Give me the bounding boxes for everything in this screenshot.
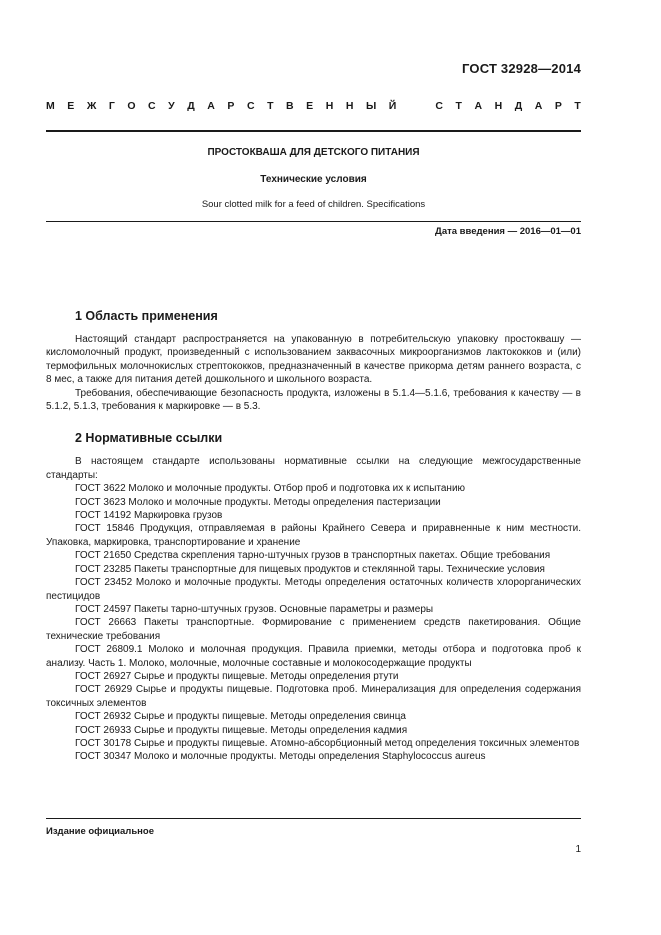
banner-letter: С bbox=[148, 100, 156, 112]
banner-letter: Р bbox=[227, 100, 235, 112]
banner-letter: А bbox=[474, 100, 483, 112]
reference-item: ГОСТ 26929 Сырье и продукты пищевые. Подготовка проб. Минерализация для определения содержания токсичных элементов bbox=[46, 684, 581, 709]
reference-item: ГОСТ 30347 Молоко и молочные продукты. Методы определения Staphylococcus aureus bbox=[75, 751, 486, 763]
banner-letter: Т bbox=[455, 100, 462, 112]
document-subtitle: Технические условия bbox=[260, 174, 367, 185]
banner-letter: М bbox=[46, 100, 55, 112]
edition-label: Издание официальное bbox=[46, 826, 154, 837]
banner-letter: Ж bbox=[86, 100, 97, 112]
banner-letter: О bbox=[127, 100, 136, 112]
header-rule bbox=[46, 130, 581, 132]
banner-letter: Т bbox=[574, 100, 581, 112]
document-title-english: Sour clotted milk for a feed of children. Specifications bbox=[201, 199, 426, 210]
banner-letter: Г bbox=[108, 100, 115, 112]
banner-letter: С bbox=[246, 100, 255, 112]
section-1-heading: 1 Область применения bbox=[75, 309, 218, 323]
reference-item: ГОСТ 3622 Молоко и молочные продукты. Отбор проб и подготовка их к испытанию bbox=[75, 483, 466, 495]
document-title: ПРОСТОКВАША ДЛЯ ДЕТСКОГО ПИТАНИЯ bbox=[207, 147, 420, 158]
banner-gap bbox=[409, 100, 423, 112]
banner-letter: Д bbox=[187, 100, 195, 112]
reference-item: ГОСТ 23452 Молоко и молочные продукты. Методы определения остаточных количеств хлорорганических пестицидов bbox=[46, 577, 581, 602]
reference-item: ГОСТ 26809.1 Молоко и молочная продукция. Правила приемки, методы отбора и подготовка проб к анализу. Часть 1. Молоко, молочные, молочные составные и молокосодержащие продукты bbox=[46, 644, 581, 669]
section-2-heading: 2 Нормативные ссылки bbox=[75, 431, 223, 446]
reference-item: ГОСТ 26663 Пакеты транспортные. Формирование с применением средств пакетирования. Общие технические требования bbox=[46, 617, 581, 642]
section-2-intro: В настоящем стандарте использованы нормативные ссылки на следующие межгосударственные стандарты: bbox=[46, 456, 581, 481]
banner-letter: Н bbox=[494, 100, 503, 112]
introduction-date: Дата введения — 2016—01—01 bbox=[435, 226, 581, 237]
reference-item: ГОСТ 26927 Сырье и продукты пищевые. Методы определения ртути bbox=[75, 670, 399, 682]
reference-item: ГОСТ 24597 Пакеты тарно-штучных грузов. Основные параметры и размеры bbox=[75, 603, 434, 615]
gost-number: ГОСТ 32928—2014 bbox=[462, 61, 581, 76]
banner-letter: Н bbox=[345, 100, 354, 112]
banner-letter: Ы bbox=[365, 100, 377, 112]
reference-item: ГОСТ 15846 Продукция, отправляемая в районы Крайнего Севера и приравненные к ним местности. Упаковка, маркировка, транспортирование и хранение bbox=[46, 523, 581, 548]
banner-letter: Е bbox=[67, 100, 75, 112]
normative-references-list bbox=[46, 482, 581, 764]
reference-item: ГОСТ 23285 Пакеты транспортные для пищевых продуктов и стеклянной тары. Технические условия bbox=[75, 563, 545, 575]
banner-letter: В bbox=[286, 100, 294, 112]
banner-letter: Р bbox=[554, 100, 562, 112]
title-rule bbox=[46, 221, 581, 222]
banner-letter: Е bbox=[306, 100, 314, 112]
page-number: 1 bbox=[575, 844, 581, 855]
banner-letter: С bbox=[435, 100, 443, 112]
reference-item: ГОСТ 21650 Средства скрепления тарно-штучных грузов в транспортных пакетах. Общие требования bbox=[75, 550, 551, 562]
banner-letter: Д bbox=[514, 100, 523, 112]
banner-letter: Т bbox=[267, 100, 274, 112]
reference-item: ГОСТ 3623 Молоко и молочные продукты. Методы определения пастеризации bbox=[75, 496, 441, 508]
banner-letter: Й bbox=[388, 100, 397, 112]
banner-letter: Н bbox=[325, 100, 334, 112]
section-1-paragraph-1: Настоящий стандарт распространяется на упакованную в потребительскую упаковку простоквашу — кисломолочный продукт, произведенный с использованием заквасочных микроорганизмов лактококков и (или) термофильных молочнокислых стрептококков, предназначенный в качестве прикорма детям раннего возраста, с 8 мес, а также для питания детей дошкольного и школьного возраста. bbox=[46, 334, 581, 386]
banner-letter: У bbox=[168, 100, 175, 112]
reference-item: ГОСТ 26933 Сырье и продукты пищевые. Методы определения кадмия bbox=[75, 724, 408, 736]
reference-item: ГОСТ 14192 Маркировка грузов bbox=[75, 510, 223, 522]
banner-letter: А bbox=[207, 100, 215, 112]
reference-item: ГОСТ 30178 Сырье и продукты пищевые. Атомно-абсорбционный метод определения токсичных элементов bbox=[75, 737, 580, 749]
interstate-standard-banner bbox=[46, 100, 581, 112]
reference-item: ГОСТ 26932 Сырье и продукты пищевые. Методы определения свинца bbox=[75, 711, 406, 723]
section-1-paragraph-2: Требования, обеспечивающие безопасность продукта, изложены в 5.1.4—5.1.6, требования к качеству — в 5.1.2, 5.1.3, требования к маркировке — в 5.3. bbox=[46, 387, 581, 413]
document-body bbox=[46, 308, 581, 764]
footer-rule bbox=[46, 818, 581, 819]
banner-letter: А bbox=[534, 100, 543, 112]
